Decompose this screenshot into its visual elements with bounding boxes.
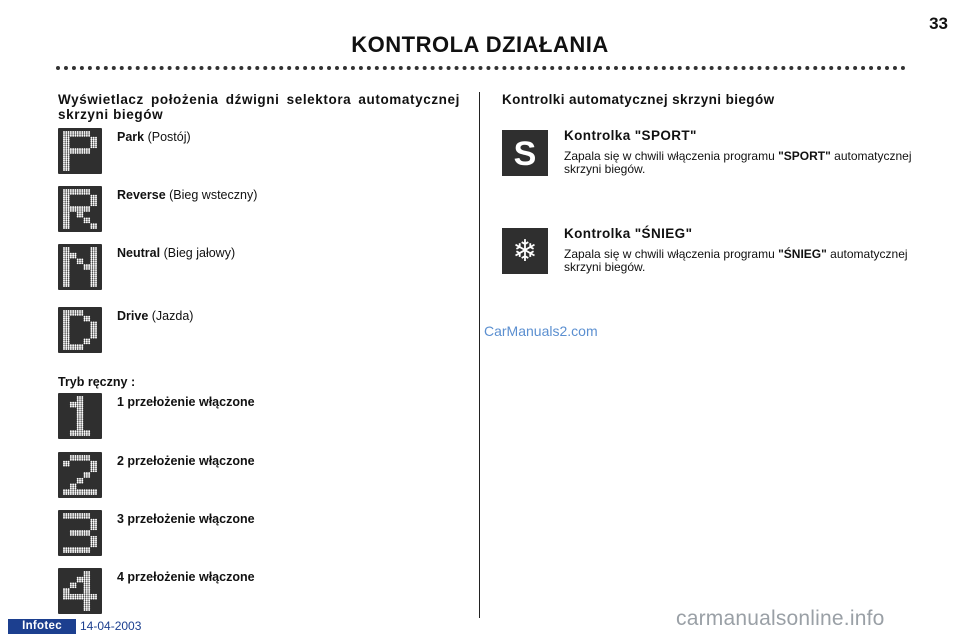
watermark: CarManuals2.com — [484, 323, 598, 339]
gear-description: (Jazda) — [151, 309, 194, 323]
footer-site-watermark: carmanualsonline.info — [676, 607, 885, 630]
indicator-title: Kontrolka "SPORT" — [564, 128, 697, 143]
gear-description: (Postój) — [147, 130, 191, 144]
gear-row-neutral — [58, 244, 458, 290]
gear-label — [117, 130, 191, 144]
column-divider — [479, 92, 480, 618]
gear-name: Reverse — [117, 188, 166, 202]
gear-label — [117, 246, 235, 260]
led-r-icon — [58, 186, 102, 232]
indicator-snow — [502, 228, 922, 276]
svg-text:❄: ❄ — [512, 234, 538, 269]
svg-text:S: S — [513, 135, 537, 173]
led-2-icon — [58, 452, 102, 498]
page-number: 33 — [929, 14, 948, 33]
manual-mode-label: Tryb ręczny : — [58, 375, 136, 389]
gear-row-1 — [58, 393, 458, 439]
snowflake-icon — [502, 228, 548, 274]
gear-label — [117, 309, 193, 323]
gear-row-park — [58, 128, 458, 174]
indicators-heading: Kontrolki automatycznej skrzyni biegów — [502, 92, 775, 107]
gear-label: 1 przełożenie włączone — [117, 395, 255, 409]
dotted-divider — [56, 66, 906, 70]
led-1-icon — [58, 393, 102, 439]
gear-description: (Bieg wsteczny) — [169, 188, 258, 202]
led-p-icon — [58, 128, 102, 174]
selector-display-heading: Wyświetlacz położenia dźwigni selektora automatycznej skrzyni biegów — [58, 92, 460, 122]
gear-row-3 — [58, 510, 458, 556]
indicator-description: Zapala się w chwili włączenia programu "SPORT" automatycznej skrzyni biegów. — [564, 149, 912, 176]
gear-row-4 — [58, 568, 458, 614]
gear-description: (Bieg jałowy) — [163, 246, 236, 260]
led-4-icon — [58, 568, 102, 614]
gear-name: Neutral — [117, 246, 161, 260]
page-title: KONTROLA DZIAŁANIA — [351, 32, 609, 57]
gear-name: Drive — [117, 309, 149, 323]
gear-label — [117, 188, 257, 202]
led-3-icon — [58, 510, 102, 556]
gear-label: 4 przełożenie włączone — [117, 570, 255, 584]
gear-row-reverse — [58, 186, 458, 232]
gear-row-2 — [58, 452, 458, 498]
indicator-title: Kontrolka "ŚNIEG" — [564, 226, 693, 241]
indicator-sport — [502, 130, 922, 178]
infotec-logo: Infotec — [8, 619, 76, 634]
gear-name: Park — [117, 130, 145, 144]
sport-s-icon — [502, 130, 548, 176]
led-d-icon — [58, 307, 102, 353]
indicator-description: Zapala się w chwili włączenia programu "ŚNIEG" automatycznej skrzyni biegów. — [564, 247, 908, 274]
gear-row-drive — [58, 307, 458, 353]
footer-date: 14-04-2003 — [80, 619, 142, 633]
gear-label: 3 przełożenie włączone — [117, 512, 255, 526]
led-n-icon — [58, 244, 102, 290]
gear-label: 2 przełożenie włączone — [117, 454, 255, 468]
